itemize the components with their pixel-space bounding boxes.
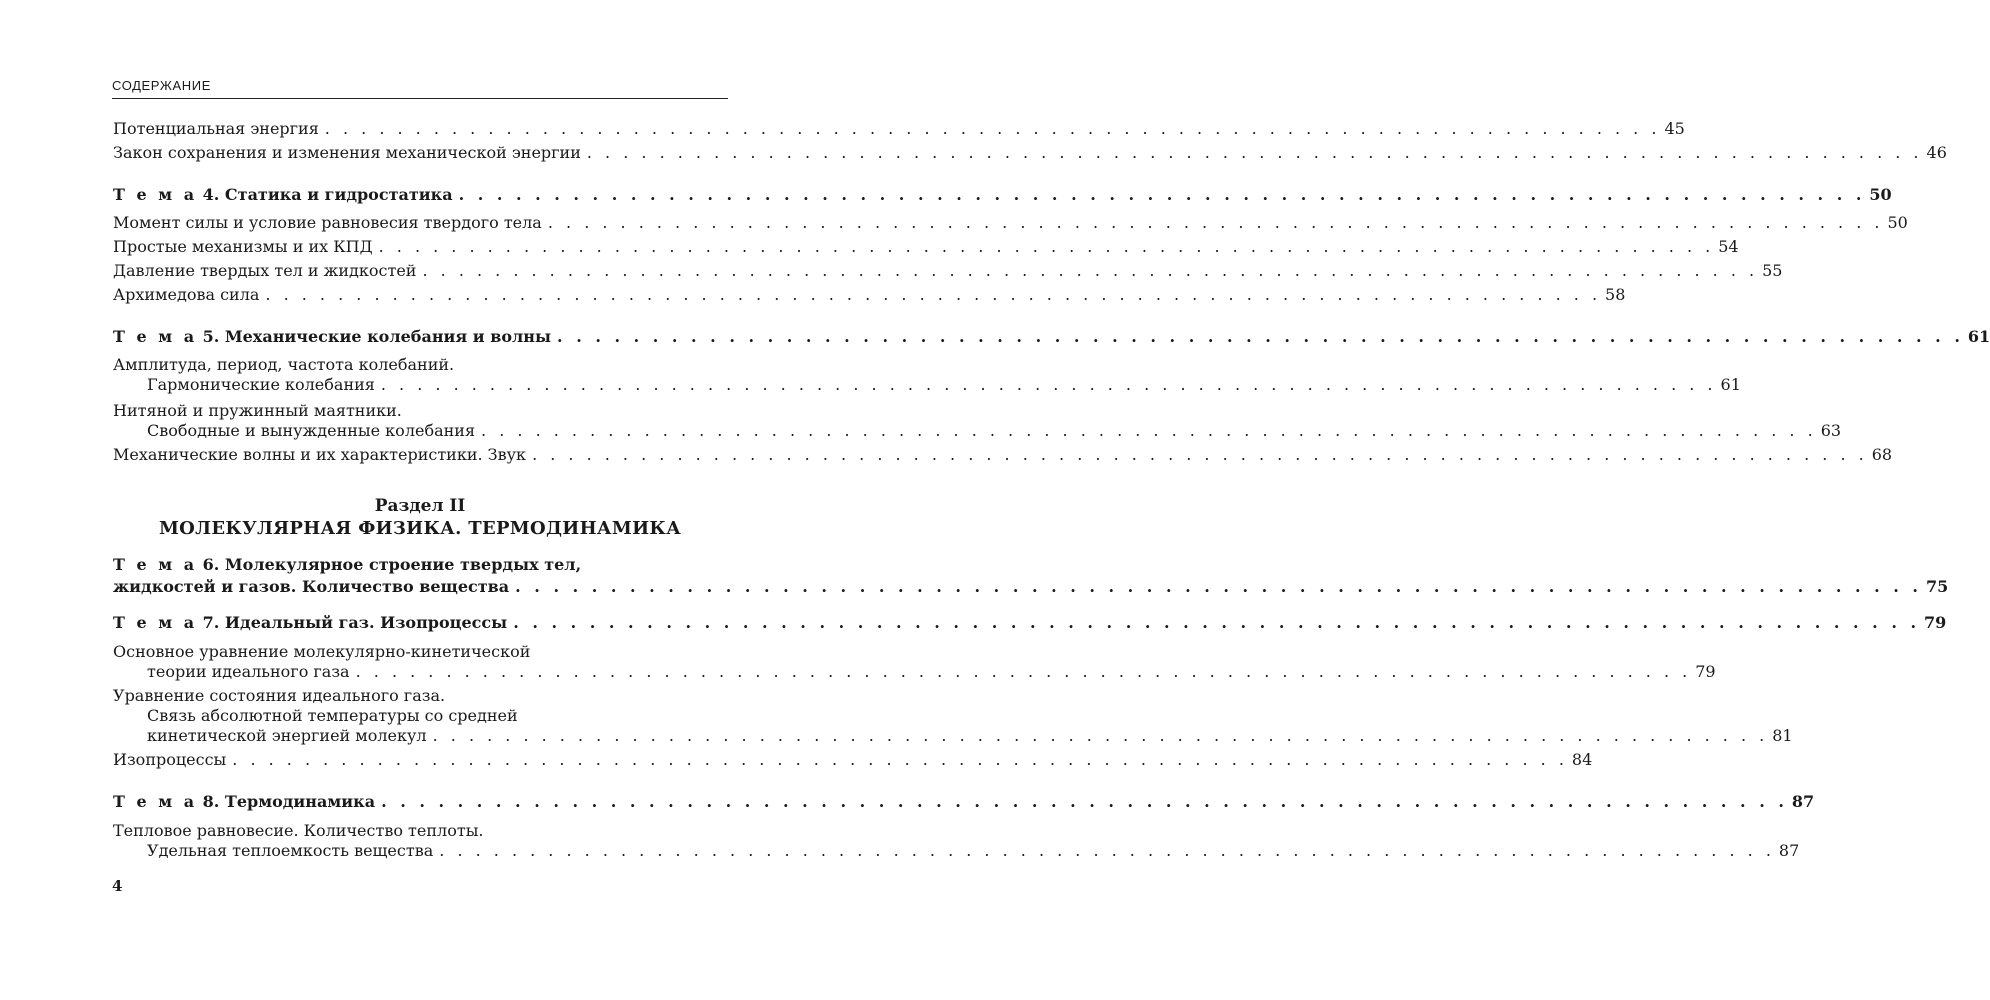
toc-entry-title: Закон сохранения и изменения механической энергии bbox=[113, 143, 581, 162]
dot-leader: . . . . . . . . . . . . . . . . . . . . . . . . . . . . . . . . . . . . . . . . . . . . . . . . . . . . . . . . . . . . . . . . . . . . . . . . . . bbox=[378, 237, 1715, 256]
dot-leader: . . . . . . . . . . . . . . . . . . . . . . . . . . . . . . . . . . . . . . . . . . . . . . . . . . . . . . . . . . . . . . . . . . . . . . . . . . bbox=[324, 119, 1661, 138]
dot-leader: . . . . . . . . . . . . . . . . . . . . . . . . . . . . . . . . . . . . . . . . . . . . . . . . . . . . . . . . . . . . . . . . . . . . . . . . . . bbox=[439, 841, 1775, 860]
toc-topic-4 bbox=[113, 183, 1892, 207]
toc-entry-title: Момент силы и условие равновесия твердого тела bbox=[113, 213, 542, 232]
toc-entry-moment-of-force bbox=[113, 211, 1908, 235]
topic-label: Т е м а bbox=[113, 792, 198, 811]
toc-topic-page: 75 bbox=[1926, 577, 1949, 596]
toc-entry-page: 58 bbox=[1605, 285, 1626, 304]
toc-topic-title bbox=[113, 183, 453, 207]
topic-title-text: 7. Идеальный газ. Изопроцессы bbox=[202, 613, 508, 632]
toc-topic-5 bbox=[113, 325, 1990, 349]
topic-title-text: 6. Молекулярное строение твердых тел, bbox=[202, 555, 582, 574]
dot-leader: . . . . . . . . . . . . . . . . . . . . . . . . . . . . . . . . . . . . . . . . . . . . . . . . . . . . . . . . . . . . . . . . . . . . . . . . . . bbox=[513, 613, 1921, 632]
toc-topic-page: 87 bbox=[1791, 792, 1815, 811]
toc-entry-title: Потенциальная энергия bbox=[113, 119, 319, 138]
toc-entry-archimedes-force bbox=[113, 283, 1626, 307]
dot-leader: . . . . . . . . . . . . . . . . . . . . . . . . . . . . . . . . . . . . . . . . . . . . . . . . . . . . . . . . . . . . . . . . . . . . . . . . . . bbox=[458, 185, 1866, 204]
toc-entry-energy-conservation bbox=[113, 141, 1947, 165]
toc-entry-amplitude-line1: Амплитуда, период, частота колебаний. bbox=[113, 355, 455, 374]
toc-entry-state-equation-line1: Уравнение состояния идеального газа. bbox=[113, 686, 446, 705]
toc-entry-mkt-equation-line1: Основное уравнение молекулярно-кинетической bbox=[113, 642, 531, 661]
header-rule bbox=[112, 98, 728, 99]
toc-topic-6 bbox=[113, 575, 1949, 599]
topic-title-text: 4. Статика и гидростатика bbox=[202, 185, 453, 204]
toc-topic-8 bbox=[113, 790, 1815, 814]
toc-topic-title bbox=[113, 325, 551, 349]
toc-entry-pendulums-line1: Нитяной и пружинный маятники. bbox=[113, 401, 402, 420]
toc-topic-6-line1 bbox=[113, 553, 581, 577]
toc-entry-title: кинетической энергией молекул bbox=[147, 726, 427, 745]
dot-leader: . . . . . . . . . . . . . . . . . . . . . . . . . . . . . . . . . . . . . . . . . . . . . . . . . . . . . . . . . . . . . . . . . . . . . . . . . . bbox=[532, 445, 1868, 464]
toc-entry-page: 63 bbox=[1820, 421, 1842, 440]
dot-leader: . . . . . . . . . . . . . . . . . . . . . . . . . . . . . . . . . . . . . . . . . . . . . . . . . . . . . . . . . . . . . . . . . . . . . . . . . . bbox=[381, 792, 1788, 811]
toc-entry-title: Простые механизмы и их КПД bbox=[113, 237, 373, 256]
toc-topic-7 bbox=[113, 611, 1947, 635]
toc-entry-page: 61 bbox=[1720, 375, 1741, 394]
toc-entry-page: 46 bbox=[1926, 143, 1947, 162]
toc-entry-harmonic-oscillations bbox=[113, 373, 1741, 397]
toc-entry-mechanical-waves bbox=[113, 443, 1893, 467]
toc-entry-title: Гармонические колебания bbox=[147, 375, 375, 394]
toc-entry-title: Удельная теплоемкость вещества bbox=[147, 841, 434, 860]
toc-entry-ideal-gas-theory bbox=[113, 660, 1716, 684]
toc-entry-page: 68 bbox=[1871, 445, 1893, 464]
dot-leader: . . . . . . . . . . . . . . . . . . . . . . . . . . . . . . . . . . . . . . . . . . . . . . . . . . . . . . . . . . . . . . . . . . . . . . . . . . bbox=[481, 421, 1817, 440]
toc-entry-page: 79 bbox=[1695, 662, 1716, 681]
toc-entry-page: 54 bbox=[1718, 237, 1739, 256]
toc-entry-pressure bbox=[113, 259, 1783, 283]
dot-leader: . . . . . . . . . . . . . . . . . . . . . . . . . . . . . . . . . . . . . . . . . . . . . . . . . . . . . . . . . . . . . . . . . . . . . . . . . . bbox=[380, 375, 1717, 394]
topic-title-text: 5. Механические колебания и волны bbox=[202, 327, 552, 346]
running-header: СОДЕРЖАНИЕ bbox=[112, 78, 212, 93]
toc-entry-page: 84 bbox=[1571, 750, 1593, 769]
toc-entry-potential-energy bbox=[113, 117, 1685, 141]
page-number: 4 bbox=[112, 877, 123, 895]
toc-topic-page: 79 bbox=[1924, 613, 1947, 632]
toc-topic-title bbox=[113, 611, 507, 635]
toc-entry-state-equation-line2: Связь абсолютной температуры со средней bbox=[147, 706, 518, 725]
toc-topic-title bbox=[113, 790, 375, 814]
dot-leader: . . . . . . . . . . . . . . . . . . . . . . . . . . . . . . . . . . . . . . . . . . . . . . . . . . . . . . . . . . . . . . . . . . . . . . . . . . bbox=[547, 213, 1884, 232]
toc-entry-page: 81 bbox=[1772, 726, 1793, 745]
topic-label: Т е м а bbox=[113, 613, 198, 632]
dot-leader: . . . . . . . . . . . . . . . . . . . . . . . . . . . . . . . . . . . . . . . . . . . . . . . . . . . . . . . . . . . . . . . . . . . . . . . . . . bbox=[232, 750, 1568, 769]
dot-leader: . . . . . . . . . . . . . . . . . . . . . . . . . . . . . . . . . . . . . . . . . . . . . . . . . . . . . . . . . . . . . . . . . . . . . . . . . . bbox=[355, 662, 1692, 681]
toc-entry-page: 87 bbox=[1778, 841, 1800, 860]
toc-entry-page: 50 bbox=[1887, 213, 1908, 232]
topic-label: Т е м а bbox=[113, 185, 198, 204]
dot-leader: . . . . . . . . . . . . . . . . . . . . . . . . . . . . . . . . . . . . . . . . . . . . . . . . . . . . . . . . . . . . . . . . . . . . . . . . . . bbox=[432, 726, 1769, 745]
toc-entry-title: Свободные и вынужденные колебания bbox=[147, 421, 476, 440]
dot-leader: . . . . . . . . . . . . . . . . . . . . . . . . . . . . . . . . . . . . . . . . . . . . . . . . . . . . . . . . . . . . . . . . . . . . . . . . . . bbox=[515, 577, 1922, 596]
dot-leader: . . . . . . . . . . . . . . . . . . . . . . . . . . . . . . . . . . . . . . . . . . . . . . . . . . . . . . . . . . . . . . . . . . . . . . . . . . bbox=[586, 143, 1923, 162]
toc-entry-title: Архимедова сила bbox=[113, 285, 260, 304]
dot-leader: . . . . . . . . . . . . . . . . . . . . . . . . . . . . . . . . . . . . . . . . . . . . . . . . . . . . . . . . . . . . . . . . . . . . . . . . . . bbox=[422, 261, 1759, 280]
toc-entry-page: 55 bbox=[1762, 261, 1783, 280]
topic-title-text: 8. Термодинамика bbox=[202, 792, 376, 811]
toc-entry-title: Давление твердых тел и жидкостей bbox=[113, 261, 417, 280]
toc-entry-page: 45 bbox=[1664, 119, 1685, 138]
toc-entry-free-forced-oscillations bbox=[113, 419, 1842, 443]
toc-topic-title: жидкостей и газов. Количество вещества bbox=[113, 577, 510, 596]
toc-entry-title: Механические волны и их характеристики. Звук bbox=[113, 445, 527, 464]
toc-entry-title: теории идеального газа bbox=[147, 662, 350, 681]
dot-leader: . . . . . . . . . . . . . . . . . . . . . . . . . . . . . . . . . . . . . . . . . . . . . . . . . . . . . . . . . . . . . . . . . . . . . . . . . . bbox=[557, 327, 1964, 346]
toc-entry-simple-machines bbox=[113, 235, 1739, 259]
topic-label: Т е м а bbox=[113, 327, 198, 346]
section-title: МОЛЕКУЛЯРНАЯ ФИЗИКА. ТЕРМОДИНАМИКА bbox=[158, 518, 682, 539]
toc-entry-title: Изопроцессы bbox=[113, 750, 227, 769]
toc-entry-kinetic-energy bbox=[113, 724, 1793, 748]
toc-entry-specific-heat bbox=[113, 839, 1800, 863]
toc-topic-page: 61 bbox=[1967, 327, 1990, 346]
toc-topic-page: 50 bbox=[1869, 185, 1892, 204]
toc-entry-thermal-equilibrium-line1: Тепловое равновесие. Количество теплоты. bbox=[113, 821, 484, 840]
section-label: Раздел II bbox=[374, 496, 466, 516]
dot-leader: . . . . . . . . . . . . . . . . . . . . . . . . . . . . . . . . . . . . . . . . . . . . . . . . . . . . . . . . . . . . . . . . . . . . . . . . . . bbox=[265, 285, 1602, 304]
topic-label: Т е м а bbox=[113, 555, 198, 574]
toc-entry-isoprocesses bbox=[113, 748, 1593, 772]
